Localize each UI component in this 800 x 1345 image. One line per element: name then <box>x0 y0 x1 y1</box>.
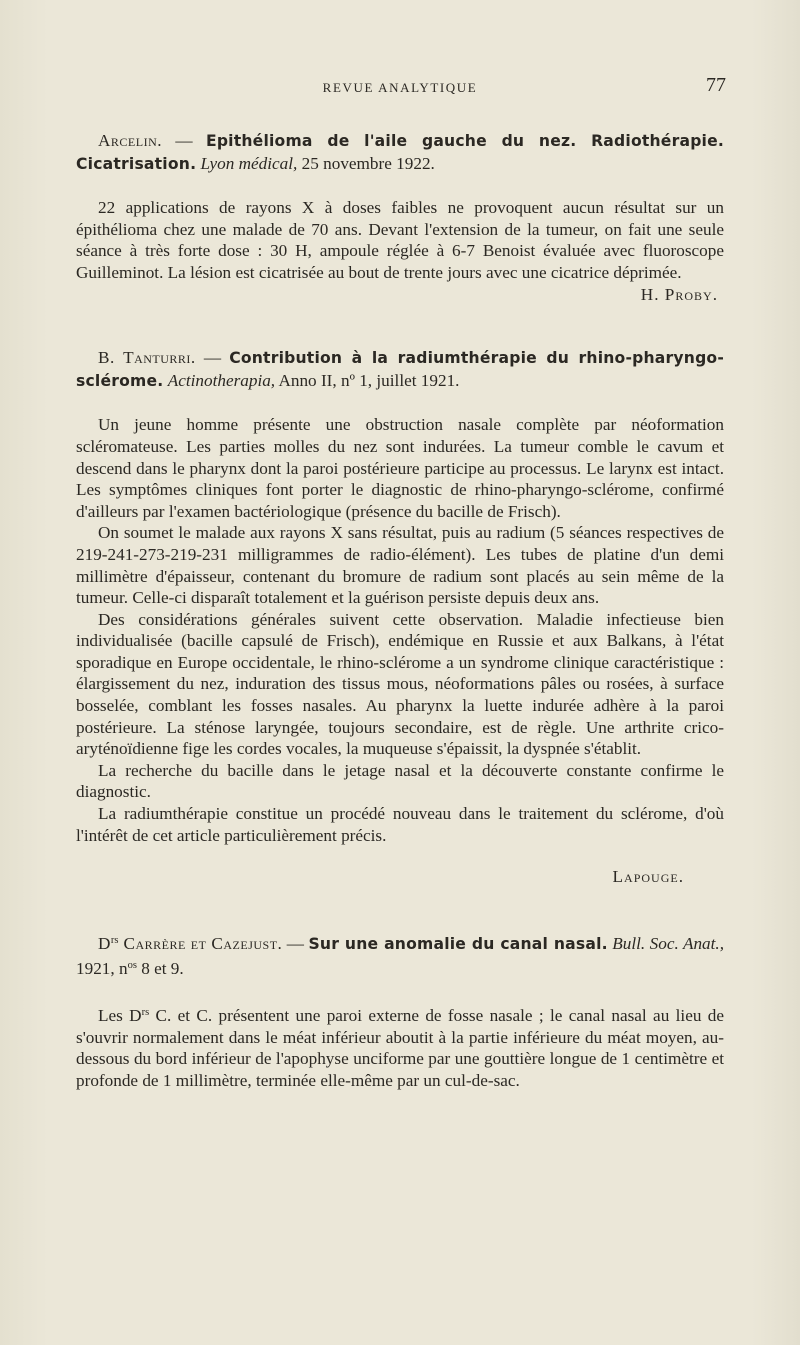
entry-source-journal: Actinotherapia, <box>167 370 276 390</box>
abstract-entry-carrere-cazejust <box>76 930 724 1092</box>
entry-source-superscript: os <box>127 960 137 972</box>
reviewer-signature: Lapouge. <box>612 867 684 887</box>
summary-paragraph: La radiumthérapie constitue un procédé nouveau dans le traitement du sclérome, d'où l'intérêt de cet article particulièrement précis. <box>76 804 724 845</box>
summary-paragraph: Des considérations générales suivent cette observation. Maladie infectieuse bien individualisée (bacille capsulé de Frisch), endémique en Russie et aux Balkans, à l'état sporadique en Europe occidentale, le rhino-sclérome a un syndrome clinique caractéristique : élargissement du nez, induration des tissus mous, néoformations pâles ou rosées, à surface bosselée, comblant les fosses nasales. Au pharynx la luette indurée adhère à la paroi postérieure. La sténose laryngée, toujours secondaire, est de règle. Une arthrite crico-aryténoïdienne fige les cordes vocales, la muqueuse s'épaissit, la dyspnée s'établit. <box>76 609 724 759</box>
entry-source-journal: Lyon médical, <box>200 153 298 173</box>
entry-source-year: 1921, n <box>76 959 128 979</box>
entry-author-superscript: rs <box>110 934 119 946</box>
page-header <box>0 74 800 100</box>
abstract-entry-tanturri <box>76 347 724 888</box>
reviewer-signature: H. Proby. <box>640 284 718 304</box>
entry-author: B. Tanturri. <box>98 348 196 368</box>
entry-author-prefix: D <box>98 933 111 953</box>
entry-dash: — <box>282 933 309 953</box>
entry-dash: — <box>162 131 206 150</box>
entry-heading <box>76 130 724 175</box>
entry-title: Contribution à la radiumthérapie du rhino-pharyngo-sclérome. <box>76 349 725 390</box>
entry-title: Sur une anomalie du canal nasal. <box>308 934 608 953</box>
summary-paragraph: La recherche du bacille dans le jetage nasal et la découverte constante confirme le diagnostic. <box>76 760 724 802</box>
entry-source-date: Anno II, nº 1, juillet 1921. <box>275 370 460 390</box>
entry-source-journal: Bull. Soc. Anat., <box>612 933 725 953</box>
summary-paragraph: 22 applications de rayons X à doses faibles ne provoquent aucun résultat sur un épithélioma chez une malade de 70 ans. Devant l'extension de la tumeur, on fait une seule séance à très forte dose : 30 H, ampoule réglée à 6-7 Benoist évaluée avec fluoroscope Guilleminot. La lésion est cicatrisée au bout de trente jours avec une cicatrice déprimée. <box>76 198 724 282</box>
abstract-entry-arcelin <box>76 130 724 305</box>
page-content <box>76 130 724 1133</box>
entry-heading <box>76 930 724 980</box>
summary-paragraph: Un jeune homme présente une obstruction nasale complète par néoformation scléromateuse. Les parties molles du nez sont indurées. La tumeur comble le cavum et descend dans le pharynx dont la paroi postérieure participe au processus. Le larynx est intact. Les symptômes cliniques font porter le diagnostic de rhino-pharyngo-sclérome, confirmé d'ailleurs par l'examen bactériologique (présence du bacille de Frisch). <box>76 415 724 521</box>
page-number: 77 <box>706 74 726 96</box>
summary-paragraph <box>76 1002 724 1091</box>
entry-dash: — <box>195 348 230 368</box>
entry-summary <box>76 197 724 283</box>
entry-author: Carrère et Cazejust. <box>118 933 283 953</box>
entry-author: Arcelin. <box>98 131 163 150</box>
entry-source-date: 25 novembre 1922. <box>297 153 435 173</box>
paragraph-text: C. et C. présentent une paroi externe de fosse nasale ; le canal nasal au lieu de s'ouvrir normalement dans le méat inférieur aboutit à la partie inférieure du méat moyen, au-dessous du bord inférieur de l'apophyse unciforme par une gouttière longue de 1 centimètre et profonde de 1 millimètre, terminée elle-même par un cul-de-sac. <box>76 1006 724 1090</box>
entry-title: Epithélioma de l'aile gauche du nez. Radiothérapie. Cicatrisation. <box>76 132 725 173</box>
paragraph-prefix: Les D <box>98 1006 142 1025</box>
summary-paragraph: On soumet le malade aux rayons X sans résultat, puis au radium (5 séances respectives de 219-241-273-219-231 milligrammes de radio-élément). Les tubes de platine d'un demi millimètre d'épaisseur, contenant du bromure de radium sont placés au sein même de la tumeur. Celle-ci disparaît totalement et la guérison persiste depuis deux ans. <box>76 523 724 608</box>
running-head: REVUE ANALYTIQUE <box>322 80 478 95</box>
entry-summary <box>76 1002 724 1091</box>
entry-source-numbers: 8 et 9. <box>136 959 184 979</box>
entry-heading <box>76 347 724 392</box>
paragraph-superscript: rs <box>141 1007 150 1018</box>
entry-summary <box>76 414 724 846</box>
